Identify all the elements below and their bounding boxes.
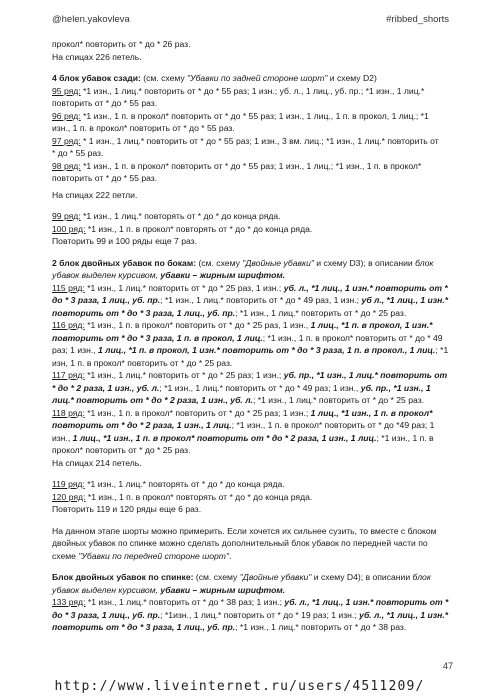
- text-line: На спицах 226 петель.: [52, 51, 142, 62]
- watermark-url: http://www.liveinternet.ru/users/4511209/: [54, 679, 425, 694]
- text-line: раз; 1 изн., 1 лиц., *1 п. в прокол, 1 изн.* повторить от * до * 3 раза, 1 п. в прокол., 1 лиц.; *1: [52, 345, 449, 355]
- text-line: повторить от * до * 3 раза, 1 п. в прокол, 1 лиц.; *1 изн., 1 п. в прокол* повторить от * до * 49: [52, 332, 443, 343]
- text-line: * до * 2 раза, 1 изн., уб. л.; *1 изн., 1 лиц.* повторить от * до * 49 раз; 1 изн., уб. пр., *1 изн., 1: [52, 382, 431, 393]
- row-instruction: 117 ряд: *1 изн., 1 лиц.* повторить от * до * 25 раз; 1 изн.; уб. пр., *1 изн., 1 лиц.* повторить от: [52, 370, 448, 380]
- text-line: убавок выделен курсивом, убавки – жирным шрифтом.: [52, 270, 286, 280]
- row-instruction: 133 ряд: *1 изн., 1 лиц.* повторить от * до * 38 раз; 1 изн.; уб. л., *1 лиц., 1 изн.* повторить от *: [52, 597, 449, 607]
- text-line: двойных убавок по спинке можно сделать дополнительный блок убавок по передней части по: [52, 538, 428, 548]
- row-instruction: 98 ряд: *1 изн., 1 п. в прокол* повторить от * до * 55 раз; 1 изн., 1 лиц.; *1 изн., 1 п. в прокол*: [52, 160, 422, 171]
- section-heading: Блок двойных убавок по спинке: (см. схему "Двойные убавки" и схему D4); в описании блок: [52, 572, 431, 582]
- text-line: убавок выделен курсивом, убавки – жирным шрифтом.: [52, 584, 286, 595]
- row-instruction: 100 ряд: *1 изн., 1 п. в прокол* повторять от * до * до конца ряда.: [52, 223, 313, 234]
- hashtag: #ribbed_shorts: [386, 14, 449, 25]
- row-instruction: 95 ряд: *1 изн., 1 лиц.* повторить от * до * 55 раз; 1 изн.; уб. л., 1 лиц., уб. пр.; *1 изн., 1 лиц.*: [52, 85, 425, 96]
- text-line: прокол* повторить от * до * 26 раз.: [52, 39, 191, 49]
- text-line: На спицах 222 петли.: [52, 189, 138, 200]
- text-line: лиц.* повторить от * до * 2 раза, 1 изн., уб. л.; *1 изн., 1 лиц.* повторить от * до * 25 раз.: [52, 395, 425, 405]
- section-heading: 4 блок убавок сзади: (см. схему "Убавки по задней стороне шорт" и схему D2): [52, 73, 377, 83]
- row-instruction: 97 ряд: * 1 изн., 1 лиц.* повторить от * до * 55 раз; 1 изн., 3 вм. лиц.; *1 изн., 1 лиц.* повторить от: [52, 135, 439, 146]
- row-instruction: 96 ряд: *1 изн., 1 п. в прокол* повторить от * до * 55 раз; 1 изн., 1 лиц., 1 п. в прокол, 1 лиц.; *1: [52, 110, 429, 121]
- text-line: повторить от * до * 3 раза, 1 лиц., уб. пр.; *1 изн., 1 лиц.* повторить от * до * 25 раз.: [52, 307, 407, 318]
- row-instruction: 119 ряд: *1 изн., 1 лиц.* повторять от * до * до конца ряда.: [52, 479, 285, 489]
- text-line: повторить от * до * 55 раз.: [52, 98, 158, 108]
- text-line: повторить от * до * 3 раза, 1 лиц., уб. пр.; *1 изн., 1 лиц.* повторить от * до * 38 раз.: [52, 622, 407, 632]
- pattern-text: [52, 38, 462, 634]
- row-instruction: 115 ряд: *1 изн., 1 лиц.* повторить от * до * 25 раз, 1 изн.; уб. л., *1 лиц., 1 изн.* повторить от *: [52, 282, 448, 293]
- text-line: * до * 55 раз.: [52, 148, 104, 158]
- section-heading: 2 блок двойных убавок по бокам: (см. схему "Двойные убавки" и схему D3); в описании блок: [52, 257, 434, 268]
- page-number: 47: [442, 661, 453, 671]
- text-line: изн, 1 п. в прокол* повторить от * до * 25 раз.: [52, 357, 233, 368]
- row-instruction: 118 ряд: *1 изн., 1 п. в прокол* повторить от * до * 25 раз; 1 изн.; 1 лиц., *1 изн., 1 п. в прокол*: [52, 407, 433, 418]
- text-line: прокол* повторить от * до * 25 раз.: [52, 445, 191, 455]
- author-handle: @helen.yakovleva: [52, 14, 130, 25]
- text-line: Повторить 119 и 120 ряды еще 6 раз.: [52, 504, 202, 514]
- row-instruction: 120 ряд: *1 изн., 1 п. в прокол* повторять от * до * до конца ряда.: [52, 491, 313, 502]
- text-line: повторить от * до * 55 раз.: [52, 173, 158, 183]
- text-line: схеме "Убавки по передней стороне шорт".: [52, 550, 232, 561]
- text-line: На данном этапе шорты можно примерить. Если хочется их сильнее сузить, то вместе с блоком: [52, 525, 437, 536]
- text-line: до * 3 раза, 1 лиц., уб. пр.; *1 изн., 1 лиц.* повторить от * до * 49 раз, 1 изн.; уб л., *1 лиц., 1 изн.*: [52, 295, 449, 305]
- row-instruction: 99 ряд: *1 изн., 1 лиц.* повторять от * до * до конца ряда.: [52, 211, 281, 221]
- row-instruction: 116 ряд: *1 изн., 1 п. в прокол* повторить от * до * 25 раз, 1 изн., 1 лиц., *1 п. в прокол, 1 изн.*: [52, 320, 433, 330]
- text-line: повторить от * до * 2 раза, 1 изн., 1 лиц.; *1 изн., 1 п. в прокол* повторить от * до *49 раз; 1: [52, 420, 435, 430]
- text-line: изн., 1 п. в прокол* повторить от * до * 55 раз.: [52, 123, 235, 133]
- text-line: до * 3 раза, 1 лиц., уб. пр.; *1изн., 1 лиц.* повторить от * до * 19 раз; 1 изн.; уб. л., *1 лиц., 1 изн.*: [52, 609, 449, 620]
- text-line: Повторить 99 и 100 ряды еще 7 раз.: [52, 236, 197, 246]
- text-line: На спицах 214 петель.: [52, 457, 142, 468]
- text-line: изн., 1 лиц., *1 изн., 1 п. в прокол* повторить от * до * 2 раза, 1 изн., 1 лиц.; *1 изн., 1 п. в: [52, 432, 434, 443]
- page-header: [52, 14, 449, 28]
